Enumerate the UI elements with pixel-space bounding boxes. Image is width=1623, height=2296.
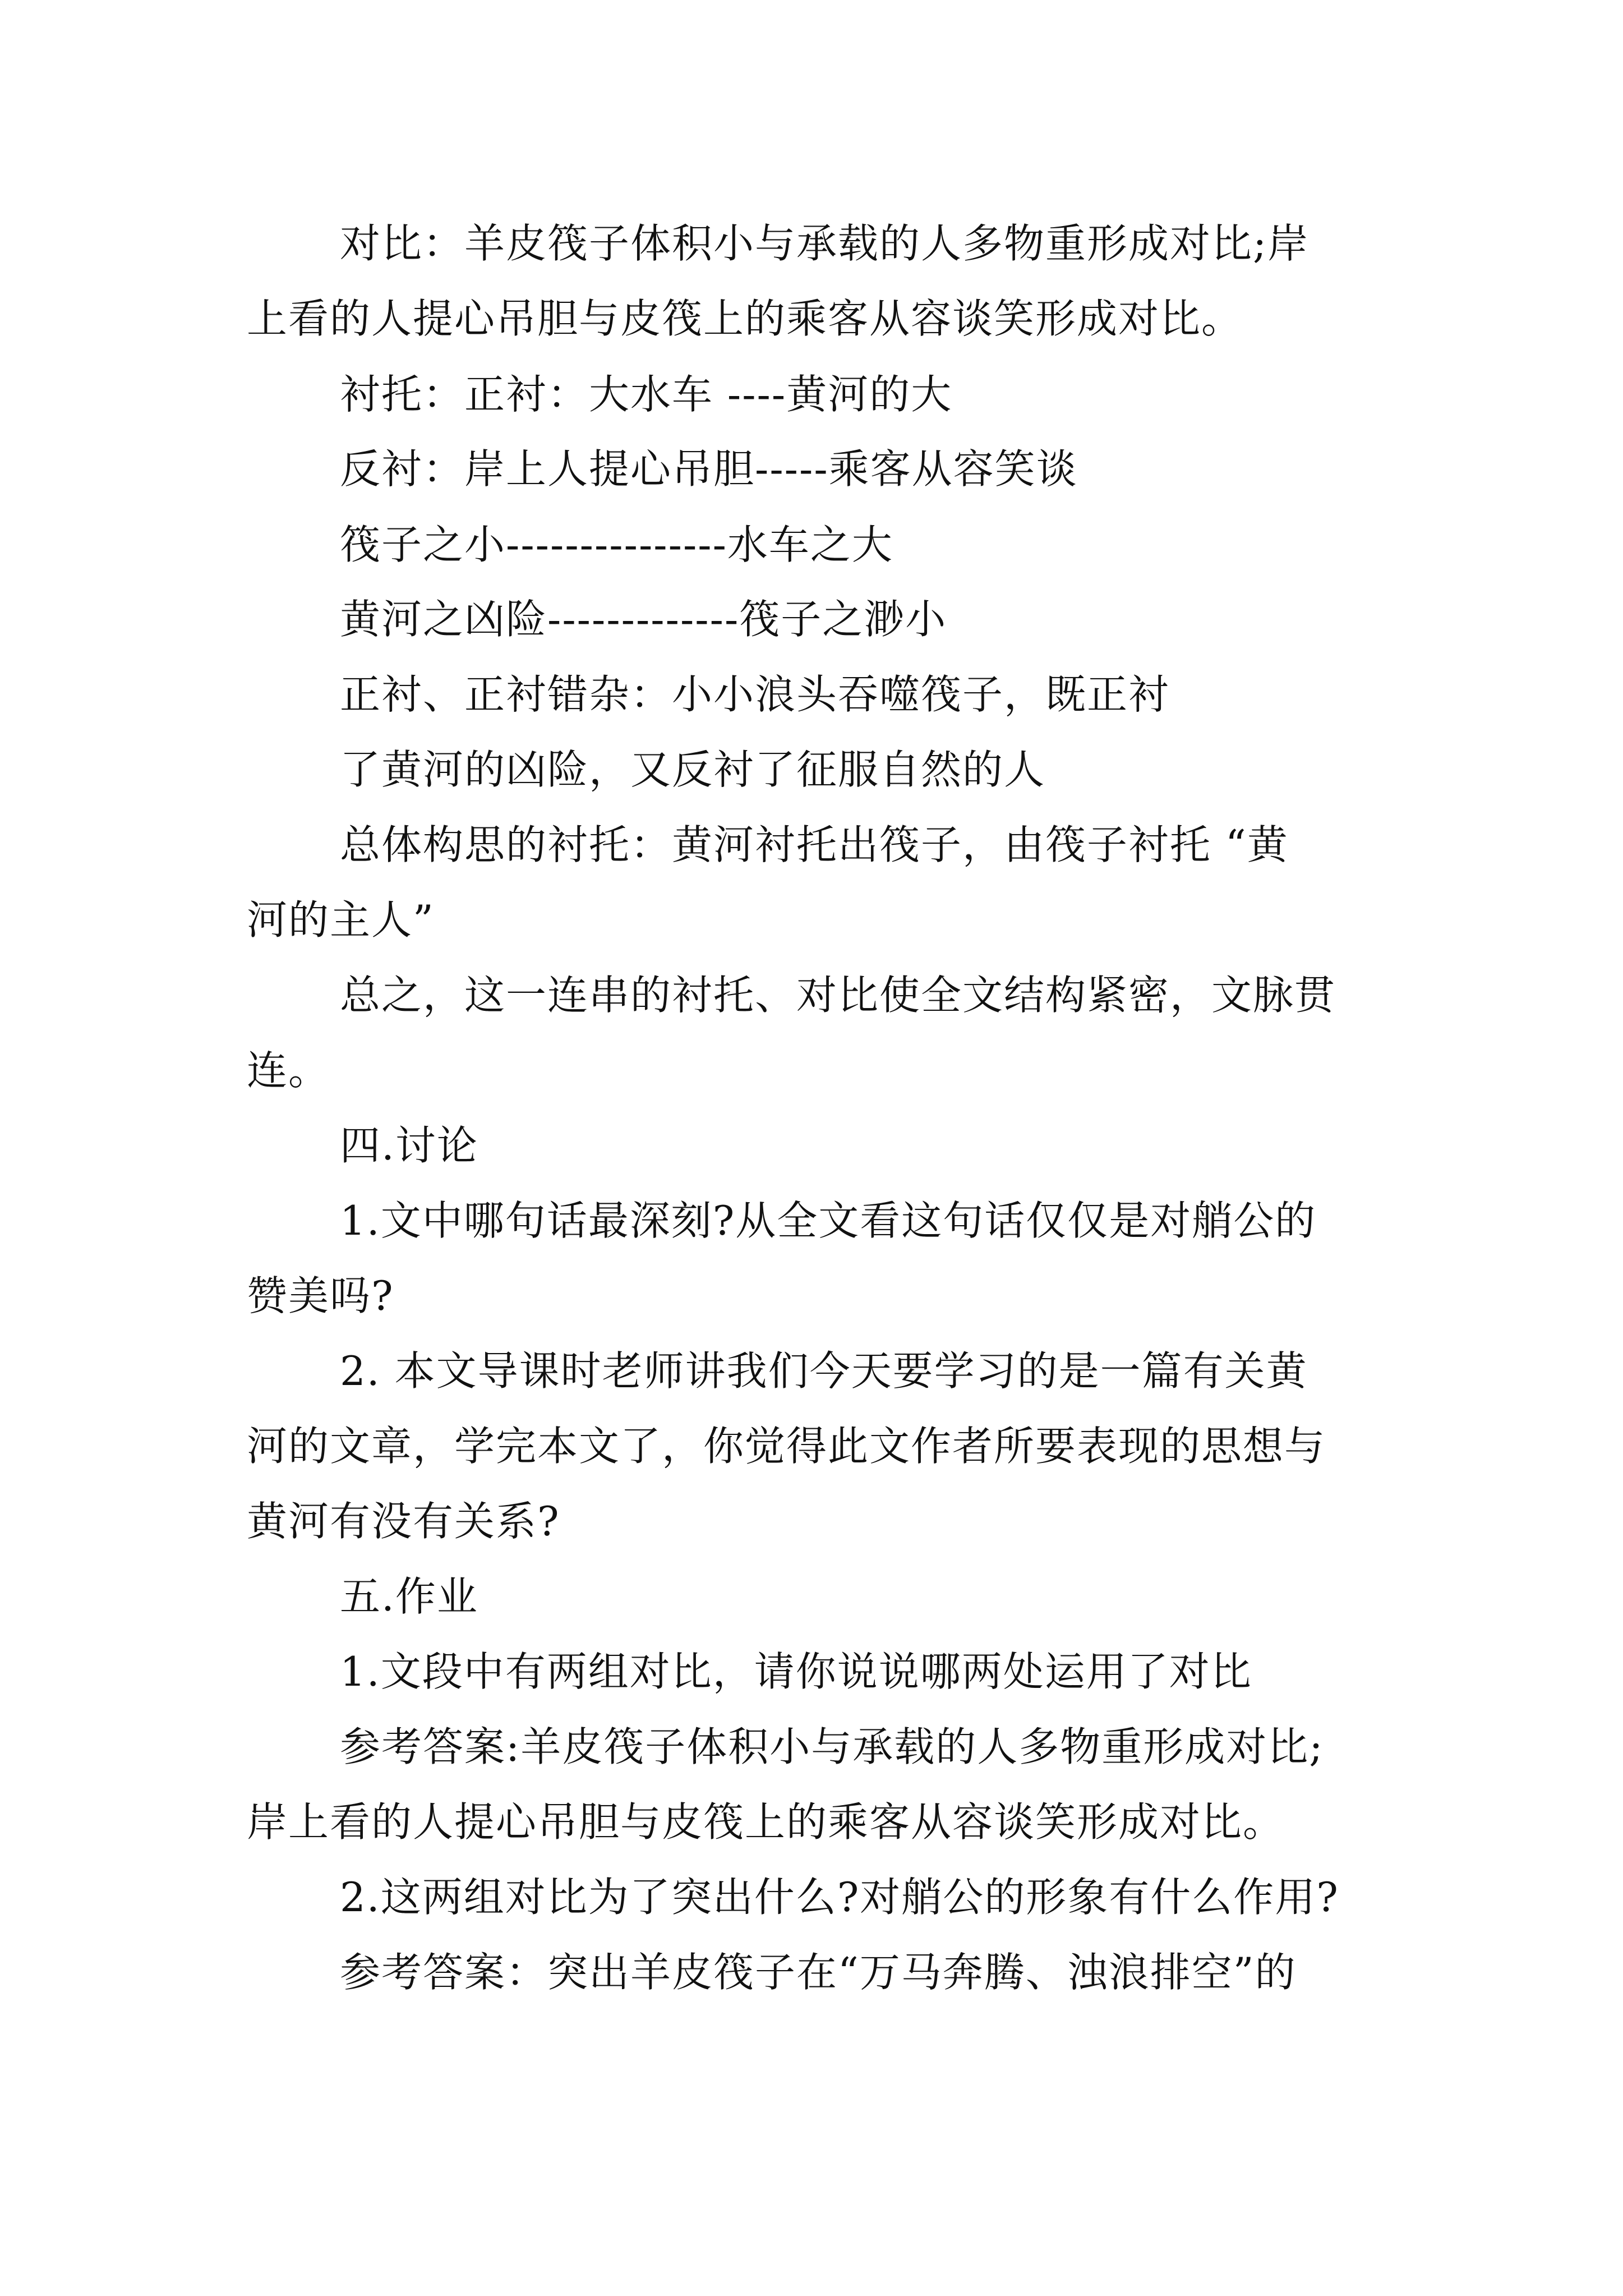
paragraph-line: 赞美吗? — [247, 1272, 394, 1319]
paragraph-line: 对比：羊皮筏子体积小与承载的人多物重形成对比;岸 — [340, 220, 1310, 267]
paragraph-line: 衬托：正衬：大水车 ----黄河的大 — [340, 371, 953, 418]
paragraph-line: 总之，这一连串的衬托、对比使全文结构紧密，文脉贯 — [340, 972, 1336, 1019]
paragraph-line: 参考答案:羊皮筏子体积小与承载的人多物重形成对比; — [340, 1723, 1324, 1770]
paragraph-line: 反衬：岸上人提心吊胆-----乘客从容笑谈 — [340, 445, 1078, 493]
paragraph-line: 总体构思的衬托：黄河衬托出筏子，由筏子衬托 “黄 — [340, 821, 1289, 868]
section-heading: 五.作业 — [340, 1573, 478, 1620]
paragraph-line: 岸上看的人提心吊胆与皮筏上的乘客从容谈笑形成对比。 — [247, 1798, 1285, 1846]
paragraph-line: 筏子之小---------------水车之大 — [340, 521, 893, 568]
paragraph-line: 黄河之凶险-------------筏子之渺小 — [340, 596, 947, 643]
paragraph-line: 了黄河的凶险，又反衬了征服自然的人 — [340, 746, 1046, 793]
paragraph-line: 上看的人提心吊胆与皮筏上的乘客从容谈笑形成对比。 — [247, 295, 1243, 342]
paragraph-line: 正衬、正衬错杂：小小浪头吞噬筏子，既正衬 — [340, 671, 1170, 718]
paragraph-line: 1.文段中有两组对比，请你说说哪两处运用了对比 — [340, 1648, 1252, 1695]
paragraph-line: 2.这两组对比为了突出什么?对艄公的形象有什么作用? — [340, 1874, 1339, 1921]
paragraph-line: 参考答案：突出羊皮筏子在“万马奔腾、浊浪排空”的 — [340, 1949, 1297, 1996]
paragraph-line: 河的文章，学完本文了，你觉得此文作者所要表现的思想与 — [247, 1423, 1326, 1470]
paragraph-line: 1.文中哪句话最深刻?从全文看这句话仅仅是对艄公的 — [340, 1197, 1317, 1244]
paragraph-line: 黄河有没有关系? — [247, 1498, 560, 1545]
paragraph-line: 2. 本文导课时老师讲我们今天要学习的是一篇有关黄 — [340, 1347, 1308, 1395]
paragraph-line: 河的主人” — [247, 896, 435, 944]
paragraph-line: 连。 — [247, 1047, 330, 1094]
section-heading: 四.讨论 — [340, 1122, 478, 1169]
